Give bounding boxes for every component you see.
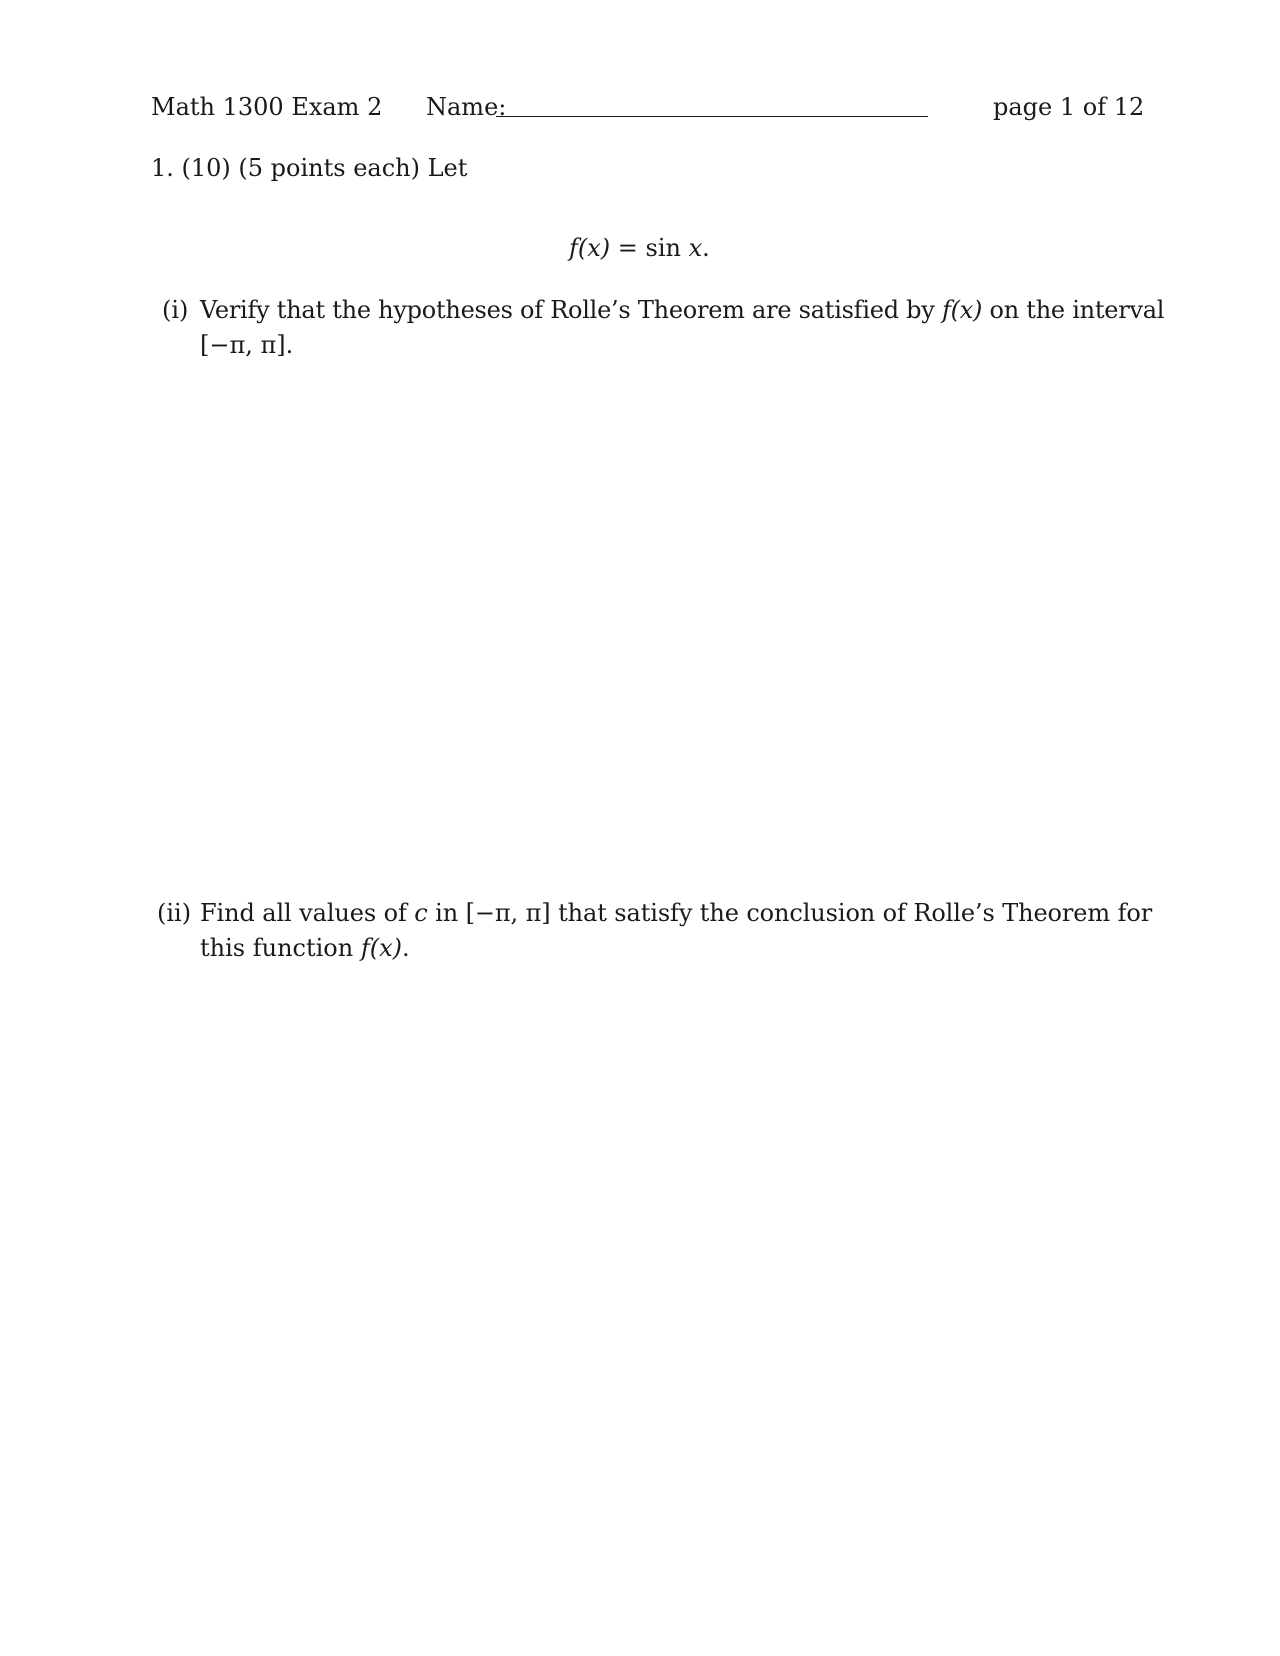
part-ii-line-2 [200,932,410,964]
part-ii-label: (ii) [157,899,192,927]
page-number: page 1 of 12 [993,93,1145,121]
part-ii-function: f(x) [360,934,402,962]
name-label: Name: [426,93,507,121]
part-ii-variable: c [414,899,428,927]
equation-period: . [702,234,710,262]
part-i-interval: [−π, π]. [200,331,294,359]
function-variable: x [688,234,703,262]
part-i-label: (i) [162,296,189,324]
part-i-function: f(x) [941,296,983,324]
course-title: Math 1300 Exam 2 [151,93,383,121]
part-ii-line-1 [200,897,1152,929]
function-definition [569,232,710,264]
part-i-line-1 [200,294,1164,326]
part-i-text-a: Verify that the hypotheses of Rolle’s Theorem are satisfied by [200,296,942,324]
equals-sign: = [610,234,646,262]
part-ii-period: . [401,934,410,962]
name-underline [496,116,928,117]
part-ii-text-b: in [−π, π] that satisfy the conclusion of Rolle’s Theorem for [427,899,1153,927]
part-i-text-b: on the interval [982,296,1165,324]
question-1-intro: 1. (10) (5 points each) Let [151,154,468,182]
sin-operator: sin [645,234,689,262]
function-lhs: f(x) [569,234,611,262]
part-ii-text-a: Find all values of [200,899,415,927]
part-ii-text-c: this function [200,934,361,962]
